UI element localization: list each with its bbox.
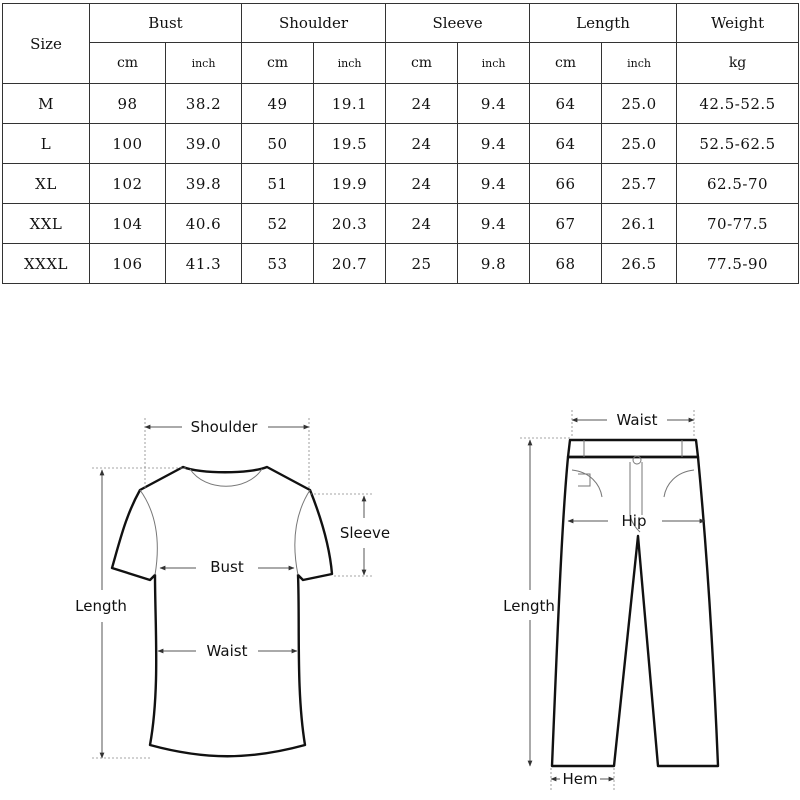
unit-cell: inch bbox=[166, 43, 242, 84]
table-cell: 100 bbox=[90, 124, 166, 164]
waist-label: Waist bbox=[206, 642, 248, 660]
pants-waist-label: Waist bbox=[616, 411, 658, 429]
table-cell: 102 bbox=[90, 164, 166, 204]
table-cell: 25 bbox=[386, 244, 458, 284]
table-cell: 49 bbox=[242, 84, 314, 124]
unit-cell: inch bbox=[602, 43, 677, 84]
size-cell: XXL bbox=[3, 204, 90, 244]
table-cell: 50 bbox=[242, 124, 314, 164]
pants-diagram bbox=[503, 410, 718, 792]
table-cell: 53 bbox=[242, 244, 314, 284]
table-cell: 19.1 bbox=[314, 84, 386, 124]
length-label: Length bbox=[75, 597, 127, 615]
table-cell: 19.5 bbox=[314, 124, 386, 164]
table-cell: 98 bbox=[90, 84, 166, 124]
table-cell: 66 bbox=[530, 164, 602, 204]
size-cell: XXXL bbox=[3, 244, 90, 284]
tshirt-armhole-right bbox=[295, 490, 310, 575]
bust-header: Bust bbox=[90, 4, 242, 43]
hip-label: Hip bbox=[621, 512, 647, 530]
table-cell: 26.5 bbox=[602, 244, 677, 284]
unit-cell: inch bbox=[314, 43, 386, 84]
length-header: Length bbox=[530, 4, 677, 43]
table-cell: 70-77.5 bbox=[677, 204, 799, 244]
tshirt-armhole-left bbox=[140, 490, 157, 575]
table-cell: 52 bbox=[242, 204, 314, 244]
table-cell: 26.1 bbox=[602, 204, 677, 244]
size-cell: L bbox=[3, 124, 90, 164]
table-cell: 25.0 bbox=[602, 124, 677, 164]
unit-cell: cm bbox=[90, 43, 166, 84]
tshirt-diagram bbox=[75, 418, 390, 758]
unit-cell: kg bbox=[677, 43, 799, 84]
table-cell: 41.3 bbox=[166, 244, 242, 284]
sleeve-header: Sleeve bbox=[386, 4, 530, 43]
table-cell: 9.4 bbox=[458, 84, 530, 124]
pants-length-label: Length bbox=[503, 597, 555, 615]
hem-label: Hem bbox=[562, 770, 598, 788]
table-cell: 24 bbox=[386, 124, 458, 164]
unit-cell: cm bbox=[242, 43, 314, 84]
table-cell: 25.0 bbox=[602, 84, 677, 124]
size-cell: M bbox=[3, 84, 90, 124]
shoulder-header: Shoulder bbox=[242, 4, 386, 43]
size-header: Size bbox=[3, 4, 90, 84]
table-cell: 62.5-70 bbox=[677, 164, 799, 204]
table-cell: 38.2 bbox=[166, 84, 242, 124]
tshirt-outline bbox=[112, 467, 332, 756]
table-cell: 20.3 bbox=[314, 204, 386, 244]
table-cell: 106 bbox=[90, 244, 166, 284]
table-cell: 39.0 bbox=[166, 124, 242, 164]
table-cell: 42.5-52.5 bbox=[677, 84, 799, 124]
table-cell: 9.4 bbox=[458, 124, 530, 164]
pants-waistband bbox=[568, 440, 698, 457]
table-cell: 20.7 bbox=[314, 244, 386, 284]
size-cell: XL bbox=[3, 164, 90, 204]
table-cell: 67 bbox=[530, 204, 602, 244]
unit-cell: cm bbox=[530, 43, 602, 84]
table-cell: 39.8 bbox=[166, 164, 242, 204]
weight-header: Weight bbox=[677, 4, 799, 43]
bust-label: Bust bbox=[210, 558, 244, 576]
table-cell: 9.4 bbox=[458, 164, 530, 204]
table-cell: 64 bbox=[530, 124, 602, 164]
pocket-right bbox=[664, 470, 694, 497]
table-cell: 19.9 bbox=[314, 164, 386, 204]
table-cell: 40.6 bbox=[166, 204, 242, 244]
table-cell: 77.5-90 bbox=[677, 244, 799, 284]
table-cell: 68 bbox=[530, 244, 602, 284]
shoulder-label: Shoulder bbox=[190, 418, 258, 436]
table-cell: 9.8 bbox=[458, 244, 530, 284]
table-cell: 24 bbox=[386, 204, 458, 244]
table-cell: 25.7 bbox=[602, 164, 677, 204]
sleeve-label: Sleeve bbox=[339, 524, 391, 542]
unit-cell: inch bbox=[458, 43, 530, 84]
table-cell: 9.4 bbox=[458, 204, 530, 244]
table-cell: 24 bbox=[386, 164, 458, 204]
unit-cell: cm bbox=[386, 43, 458, 84]
table-cell: 24 bbox=[386, 84, 458, 124]
table-cell: 104 bbox=[90, 204, 166, 244]
table-cell: 51 bbox=[242, 164, 314, 204]
table-cell: 52.5-62.5 bbox=[677, 124, 799, 164]
pants-outline bbox=[552, 457, 718, 766]
table-cell: 64 bbox=[530, 84, 602, 124]
